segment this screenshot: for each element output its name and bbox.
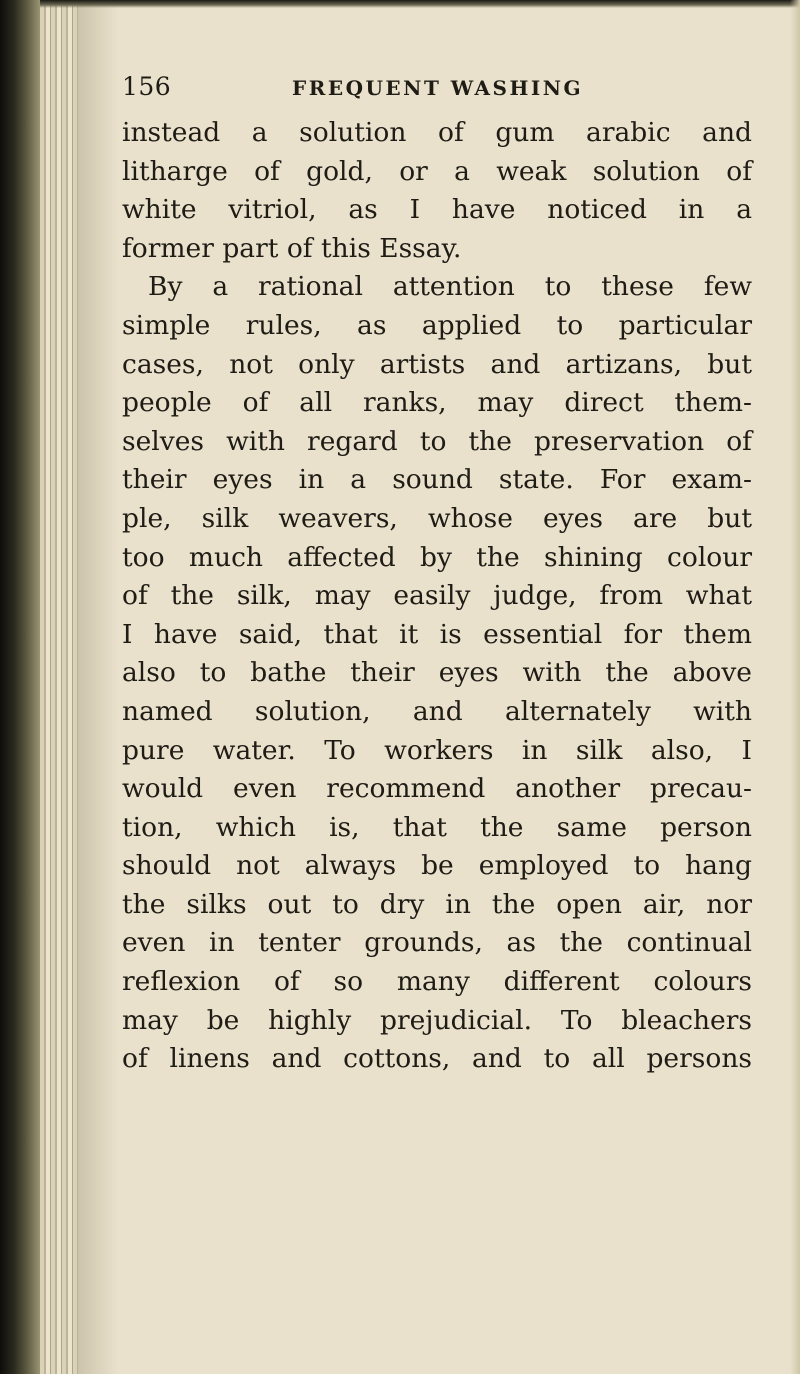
text-line: ple, silk weavers, whose eyes are but [122,502,752,534]
text-line: selves with regard to the preservation of [122,425,752,457]
top-edge-shadow [40,0,800,8]
book-page [122,72,752,1079]
running-title: FREQUENT WASHING [292,76,584,100]
text-line: people of all ranks, may direct them- [122,387,752,419]
text-line: simple rules, as applied to particular [122,309,752,341]
text-line: too much affected by the shining colour [122,541,752,573]
page-number: 156 [122,72,172,101]
text-line: reflexion of so many different colours [122,966,752,998]
book-binding-gutter [0,0,40,1374]
text-line: their eyes in a sound state. For exam- [122,464,752,496]
right-page-edge [790,0,800,1374]
text-line: even in tenter grounds, as the continual [122,927,752,959]
running-head [122,72,752,112]
body-text [122,114,752,1079]
text-line: litharge of gold, or a weak solution of [122,155,752,187]
text-line: I have said, that it is essential for them [122,618,752,650]
text-line: tion, which is, that the same person [122,811,752,843]
text-line: of linens and cottons, and to all persons [122,1043,752,1075]
text-line: instead a solution of gum arabic and [122,117,752,148]
text-line: would even recommend another precau- [122,773,752,805]
text-line: the silks out to dry in the open air, nor [122,888,752,920]
text-line: pure water. To workers in silk also, I [122,734,752,766]
text-line: white vitriol, as I have noticed in a [122,194,752,226]
text-line: may be highly prejudicial. To bleachers [122,1004,752,1036]
text-line: By a rational attention to these few [148,271,752,303]
gutter-shadow [78,0,118,1374]
text-line: should not always be employed to hang [122,850,752,882]
text-line: named solution, and alternately with [122,695,752,727]
text-line: former part of this Essay. [122,232,462,264]
text-line: of the silk, may easily judge, from what [122,580,752,612]
page-edges [40,0,78,1374]
text-line: also to bathe their eyes with the above [122,657,752,689]
text-line: cases, not only artists and artizans, but [122,348,752,380]
